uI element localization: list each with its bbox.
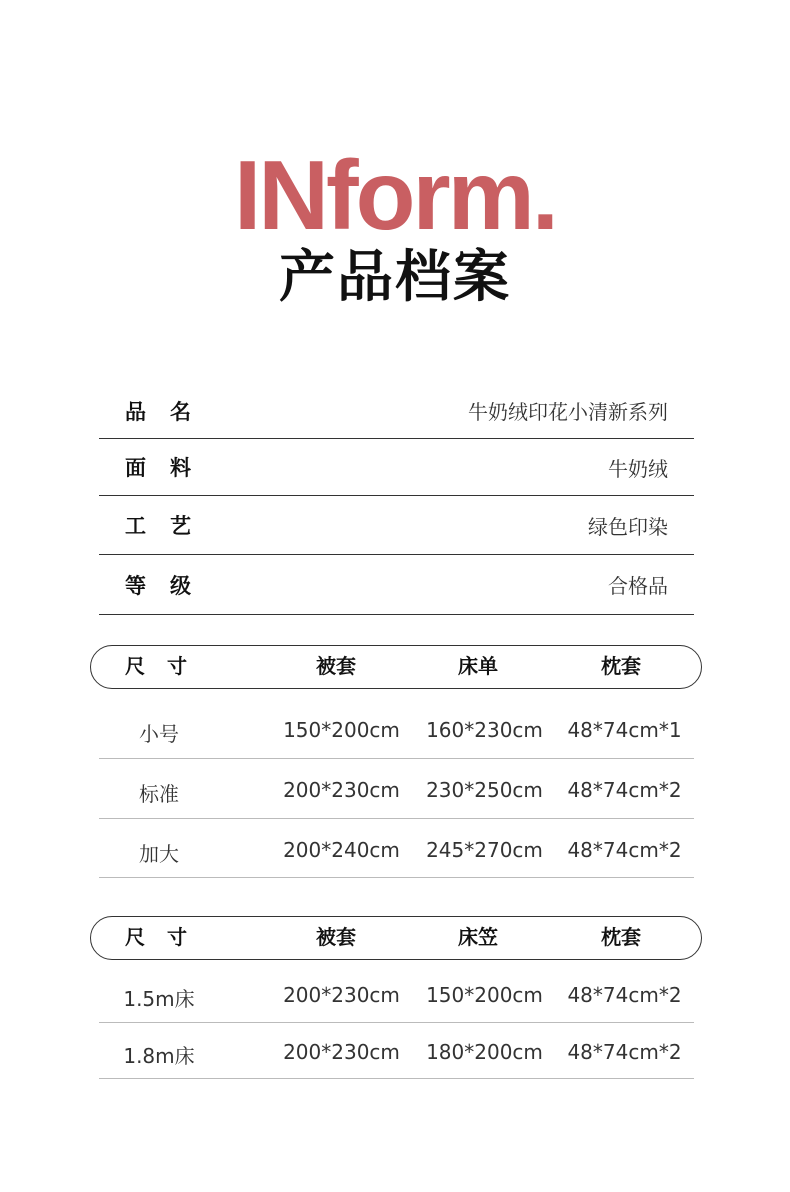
- size-table-1: [99, 699, 694, 878]
- header-duvet-cover: 被套: [316, 925, 356, 949]
- info-row-name: [99, 383, 694, 439]
- header-duvet-cover: 被套: [316, 654, 356, 678]
- size-table-2: [99, 965, 694, 1079]
- header-pillowcase: 枕套: [601, 925, 641, 949]
- table-cell: 48*74cm*2: [567, 1040, 682, 1064]
- header-fitted-sheet: 床笠: [458, 925, 498, 949]
- table-cell: 200*230cm: [283, 983, 400, 1007]
- info-value: 牛奶绒: [608, 456, 668, 481]
- table-cell: 200*230cm: [283, 1040, 400, 1064]
- table-cell: 加大: [139, 842, 179, 866]
- header-pillowcase: 枕套: [601, 654, 641, 678]
- info-row-grade: [99, 555, 694, 615]
- table-row: [99, 819, 694, 878]
- info-label: 面料: [125, 456, 215, 480]
- header-size: 尺寸: [125, 654, 209, 678]
- table-cell: 1.8m床: [123, 1044, 195, 1068]
- table-cell: 48*74cm*2: [567, 778, 682, 802]
- table-cell: 1.5m床: [123, 987, 195, 1011]
- table-row: [99, 699, 694, 759]
- info-label: 工艺: [125, 514, 215, 538]
- table-cell: 48*74cm*1: [567, 718, 682, 742]
- info-label: 品名: [125, 399, 215, 424]
- header-size: 尺寸: [125, 925, 209, 949]
- header-bed-sheet: 床单: [458, 654, 498, 678]
- table-cell: 160*230cm: [426, 718, 543, 742]
- table-cell: 48*74cm*2: [567, 983, 682, 1007]
- table-cell: 150*200cm: [283, 718, 400, 742]
- table-cell: 230*250cm: [426, 778, 543, 802]
- table-cell: 245*270cm: [426, 838, 543, 862]
- size-table-2-header: [90, 916, 702, 960]
- title-english: INform.: [234, 140, 556, 250]
- table-cell: 标准: [139, 782, 179, 806]
- info-label: 等级: [125, 573, 215, 598]
- table-cell: 180*200cm: [426, 1040, 543, 1064]
- table-cell: 200*240cm: [283, 838, 400, 862]
- table-cell: 200*230cm: [283, 778, 400, 802]
- table-cell: 48*74cm*2: [567, 838, 682, 862]
- size-table-1-header: [90, 645, 702, 689]
- title-chinese: 产品档案: [279, 245, 511, 310]
- table-row: [99, 759, 694, 819]
- table-cell: 150*200cm: [426, 983, 543, 1007]
- info-value: 牛奶绒印花小清新系列: [468, 400, 668, 424]
- table-cell: 小号: [139, 722, 179, 746]
- info-value: 绿色印染: [588, 514, 668, 539]
- info-row-fabric: [99, 439, 694, 496]
- product-info-list: [99, 383, 694, 615]
- info-value: 合格品: [608, 574, 668, 598]
- info-row-craft: [99, 496, 694, 555]
- table-row: [99, 965, 694, 1023]
- table-row: [99, 1023, 694, 1079]
